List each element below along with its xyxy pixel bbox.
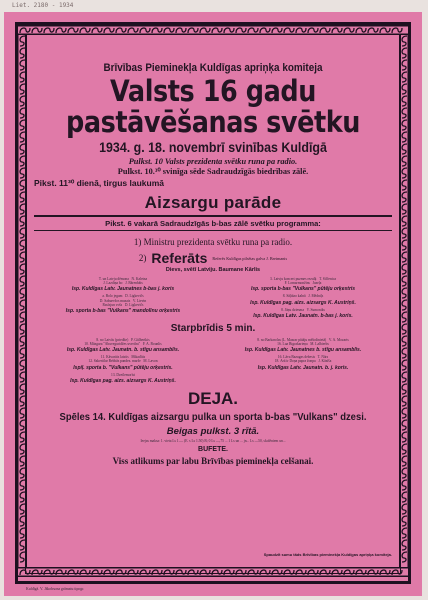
ornament-border-bottom [18, 567, 408, 577]
program-part-1 [30, 277, 396, 319]
border-scroll-mark [402, 396, 407, 406]
border-scroll-mark [402, 444, 407, 454]
border-scroll-mark [164, 570, 174, 575]
border-scroll-mark [200, 570, 210, 575]
border-scroll-mark [356, 570, 366, 575]
program-entry: D. Sabuevšos mazais V. Lievin [99, 298, 147, 303]
program-entry: J. Lazdiņa bo J. Bārenbāts [103, 281, 143, 286]
printer-imprint: Kuldīgā. V. Jākobsona grāmatu tipogr. [26, 587, 85, 591]
border-scroll-mark [402, 504, 407, 514]
lecture-speaker [212, 256, 287, 261]
border-scroll-mark [44, 28, 54, 33]
border-scroll-mark [402, 216, 407, 226]
scan-note: Liet. 2180 - 1934 [12, 2, 74, 9]
border-scroll-mark [308, 570, 318, 575]
committee-heading: Brīvības Pieminekļa Kuldīgas apriņķa komiteja [103, 62, 323, 74]
program-column-right-2 [214, 338, 392, 384]
border-scroll-mark [20, 72, 25, 82]
border-scroll-mark [356, 28, 366, 33]
border-scroll-mark [20, 264, 25, 274]
border-scroll-mark [56, 570, 66, 575]
border-scroll-mark [140, 570, 150, 575]
border-scroll-mark [92, 570, 102, 575]
border-scroll-mark [392, 28, 402, 33]
border-scroll-mark [32, 570, 42, 575]
program-entry: F. Lomarmonžins Jazeļa [284, 281, 322, 286]
border-scroll-mark [402, 456, 407, 466]
border-scroll-mark [224, 28, 234, 33]
border-scroll-mark [402, 288, 407, 298]
program-entry: 13. Dzeilemorīst [111, 372, 135, 377]
border-scroll-mark [402, 468, 407, 478]
border-scroll-mark [20, 312, 25, 322]
dance-heading: DEJA. [187, 388, 239, 408]
program-entry: 18. Ārā ir Doņa papra žonpa J. Kāzīša [274, 359, 332, 364]
border-scroll-mark [212, 570, 222, 575]
performer-line: Isp. sporta b-bas "Vulkans" mandolīnu orķestris [65, 308, 181, 315]
border-scroll-mark [104, 28, 114, 33]
hymn-line: Dievs, svētī Latviju. Baumane Kārlis [165, 267, 261, 273]
program-entry: Rasīsjun vošs D. Ligkevičs [102, 302, 144, 307]
border-scroll-mark [128, 28, 138, 33]
border-scroll-mark [20, 180, 25, 190]
border-scroll-mark [20, 144, 25, 154]
border-scroll-mark [402, 240, 407, 250]
border-scroll-mark [260, 570, 270, 575]
border-scroll-mark [236, 570, 246, 575]
ornament-border-top [18, 25, 408, 35]
border-scroll-mark [392, 570, 402, 575]
poster-sheet [4, 2, 422, 596]
border-scroll-mark [20, 204, 25, 214]
market-line: Pikst. 11³⁰ dienā, tirgus laukumā [34, 178, 165, 188]
border-scroll-mark [20, 84, 25, 94]
border-scroll-mark [20, 156, 25, 166]
border-scroll-mark [212, 28, 222, 33]
program-entry: 11. Kāvaritis laistis Mikadītis [100, 355, 146, 360]
ticket-prices: Ieejas maksa: 1. vieta Ls 1.— (E. s Ls 1.50) B; 0 Ls —,75 ... 1 Ls un ... jn... Ls —50, skolēniem un... [140, 438, 286, 443]
border-scroll-mark [402, 312, 407, 322]
border-scroll-mark [20, 252, 25, 262]
border-scroll-mark [20, 528, 25, 538]
border-scroll-mark [402, 540, 407, 550]
performer-line: Isp. Kuldīgas Latv. Jaunatn. b. j. koris. [257, 364, 349, 371]
match-line: Spēles 14. Kuldīgas aizsargu pulka un sporta b-bas "Vulkans" dzesi. [59, 410, 367, 423]
border-scroll-mark [402, 360, 407, 370]
border-scroll-mark [20, 276, 25, 286]
border-scroll-mark [20, 216, 25, 226]
border-scroll-mark [284, 28, 294, 33]
border-scroll-mark [116, 28, 126, 33]
border-scroll-mark [152, 570, 162, 575]
border-scroll-mark [68, 28, 78, 33]
border-scroll-mark [402, 276, 407, 286]
interval-heading: Starpbrīdis 5 min. [170, 322, 256, 334]
border-scroll-mark [20, 480, 25, 490]
ornament-border-left [17, 34, 27, 568]
border-scroll-mark [402, 252, 407, 262]
border-scroll-mark [402, 72, 407, 82]
border-scroll-mark [20, 336, 25, 346]
border-scroll-mark [152, 28, 162, 33]
border-scroll-mark [402, 108, 407, 118]
item-2-number: 2) [138, 253, 147, 263]
ornament-border-right [399, 34, 409, 568]
border-scroll-mark [20, 96, 25, 106]
border-scroll-mark [20, 432, 25, 442]
performer-line: Isp. Kuldīgas Latv. Jaunatn. b. stīgu ansamblis. [66, 347, 180, 354]
border-scroll-mark [92, 28, 102, 33]
border-scroll-mark [20, 288, 25, 298]
program-entry: 3. Latvju koncert puzmes rezulķ T. Šilčenica [270, 277, 336, 281]
title-line-1: Valsts 16 gadu [110, 76, 316, 107]
border-scroll-mark [20, 552, 25, 562]
evening-program-line: Pikst. 6 vakarā Sadraudzīgās b-bas zālē svētku programma: [105, 218, 321, 228]
border-scroll-mark [20, 444, 25, 454]
border-scroll-mark [296, 570, 306, 575]
end-time-line: Beigas pulkst. 3 rītā. [166, 425, 260, 437]
border-scroll-mark [344, 28, 354, 33]
border-scroll-mark [20, 108, 25, 118]
border-scroll-mark [20, 36, 25, 46]
border-scroll-mark [20, 240, 25, 250]
border-scroll-mark [20, 408, 25, 418]
program-entry: 8. no Barkarolas (L. Mazrar pūtāju mēlodinietā) V. A. Mozarts [257, 337, 349, 342]
border-scroll-mark [20, 384, 25, 394]
performer-line: Isp. Kuldīgas Latv. Jaunatn. b-bas j. koris. [253, 312, 353, 319]
border-scroll-mark [44, 570, 54, 575]
program-item-2 [30, 250, 396, 266]
program-part-2 [30, 338, 396, 384]
proceeds-line: Viss atlikums par labu Brīvības pieminekļa celšanai. [112, 456, 314, 467]
performer-line: Ispiļ. sporta b. "Vulkans" pūtēju orķestris. [73, 364, 173, 371]
border-scroll-mark [200, 28, 210, 33]
divider-rule [34, 215, 392, 217]
border-scroll-mark [402, 264, 407, 274]
border-scroll-mark [20, 420, 25, 430]
program-entry: a. Bolo jegam D. Ligkevičs [102, 294, 144, 299]
program-entry: 8. Jāņu dziesma V. Sumoniks [281, 307, 325, 312]
border-scroll-mark [128, 570, 138, 575]
border-scroll-mark [402, 36, 407, 46]
border-scroll-mark [380, 28, 390, 33]
border-scroll-mark [402, 156, 407, 166]
border-scroll-mark [402, 48, 407, 58]
performer-line: Isp. Kuldīgas Latv. Jaunatnes b-bas j. koris [71, 286, 175, 293]
program-entry: 10. Mūzgara "Abuveguridžes uvertīra" F. A. Bounlis [84, 342, 162, 347]
border-scroll-mark [296, 28, 306, 33]
radio-speech-line: Pulkst. 10 Valsts prezidenta svētku runa pa radio. [128, 157, 298, 166]
border-scroll-mark [20, 348, 25, 358]
border-scroll-mark [20, 456, 25, 466]
parade-heading: Aizsargu parāde [144, 193, 282, 212]
border-scroll-mark [284, 570, 294, 575]
border-scroll-mark [402, 144, 407, 154]
lecture-speaker-line-1: Referēs Kuldīgas pilsētas galva J. Breimanis [212, 255, 288, 261]
border-scroll-mark [32, 28, 42, 33]
border-scroll-mark [368, 28, 378, 33]
border-scroll-mark [402, 420, 407, 430]
border-scroll-mark [20, 48, 25, 58]
border-scroll-mark [236, 28, 246, 33]
border-scroll-mark [20, 192, 25, 202]
border-scroll-mark [402, 180, 407, 190]
border-scroll-mark [20, 324, 25, 334]
border-scroll-mark [402, 120, 407, 130]
border-scroll-mark [80, 28, 90, 33]
border-scroll-mark [20, 504, 25, 514]
border-scroll-mark [20, 228, 25, 238]
border-scroll-mark [80, 570, 90, 575]
border-scroll-mark [68, 570, 78, 575]
border-scroll-mark [272, 28, 282, 33]
border-scroll-mark [402, 480, 407, 490]
performer-line: Isp. Kuldīgas Latv. Jaunatnes b. stīgu ansamblis. [244, 347, 362, 354]
border-scroll-mark [116, 570, 126, 575]
border-scroll-mark [402, 84, 407, 94]
border-scroll-mark [20, 360, 25, 370]
border-scroll-mark [332, 28, 342, 33]
program-column-left-2 [34, 338, 212, 384]
border-scroll-mark [20, 540, 25, 550]
footer-note: Spaudzīt sumu tāds Brīvības pieminekļa Kuldīgas apriņķa komiteja. [263, 552, 392, 557]
border-scroll-mark [308, 28, 318, 33]
program-entry: 12. Šakertilar Bebbās pandez. marše M. Lavon [88, 359, 158, 364]
border-scroll-mark [344, 570, 354, 575]
border-scroll-mark [402, 60, 407, 70]
border-scroll-mark [20, 372, 25, 382]
border-scroll-mark [248, 28, 258, 33]
border-scroll-mark [402, 384, 407, 394]
border-scroll-mark [402, 432, 407, 442]
border-scroll-mark [20, 168, 25, 178]
border-scroll-mark [402, 132, 407, 142]
program-column-right [214, 277, 392, 319]
border-scroll-mark [20, 396, 25, 406]
border-scroll-mark [188, 570, 198, 575]
border-scroll-mark [20, 570, 30, 575]
border-scroll-mark [402, 408, 407, 418]
border-scroll-mark [402, 552, 407, 562]
program-entry: 8. no Latvās (priedīte) P. Gūlbertkis [96, 337, 150, 342]
border-scroll-mark [20, 120, 25, 130]
divider-rule-2 [34, 230, 392, 232]
program-entry: 16. Lua Bigrakarieņa M. Lalbierbs [277, 342, 329, 347]
title-line-2: pastāvēšanas svētku [65, 107, 361, 138]
performer-line: Isp. Kuldīgas pag. aizs. aizsargs K. Austriņš. [70, 377, 176, 384]
border-scroll-mark [20, 28, 30, 33]
date-line: 1934. g. 18. novembrī svinības Kuldīgā [99, 140, 327, 155]
program-column-left [34, 277, 212, 319]
border-scroll-mark [140, 28, 150, 33]
border-scroll-mark [20, 60, 25, 70]
border-scroll-mark [320, 570, 330, 575]
border-scroll-mark [402, 336, 407, 346]
buffet-line: BUFETE. [198, 446, 228, 454]
border-scroll-mark [260, 28, 270, 33]
program-entry: 8. Sāļtāzo kalnā J. Mēdniļs [282, 294, 324, 299]
border-scroll-mark [20, 300, 25, 310]
border-scroll-mark [402, 324, 407, 334]
border-scroll-mark [188, 28, 198, 33]
performer-line: Isp. Kuldīgas pag. aizs. aizsargs K. Austriņš. [250, 299, 356, 306]
performer-line: Isp. sporta b-bas "Vulkans" pūtēju orķestris [250, 286, 356, 293]
program-item-1: 1) Ministru prezidenta svētku runa pa radio. [133, 237, 293, 247]
border-scroll-mark [402, 372, 407, 382]
border-scroll-mark [402, 192, 407, 202]
border-scroll-mark [402, 300, 407, 310]
border-scroll-mark [20, 132, 25, 142]
border-scroll-mark [224, 570, 234, 575]
border-scroll-mark [402, 228, 407, 238]
border-scroll-mark [402, 96, 407, 106]
border-scroll-mark [368, 570, 378, 575]
border-scroll-mark [402, 204, 407, 214]
border-scroll-mark [380, 570, 390, 575]
border-scroll-mark [402, 168, 407, 178]
border-scroll-mark [248, 570, 258, 575]
border-scroll-mark [56, 28, 66, 33]
border-scroll-mark [164, 28, 174, 33]
poster-content [30, 58, 396, 466]
border-scroll-mark [104, 570, 114, 575]
border-scroll-mark [176, 28, 186, 33]
lecture-title: Referāts [151, 250, 208, 266]
session-line: Pulkst. 10.³⁰ svinīga sēde Sadraudzīgās biedrības zālē. [117, 167, 309, 176]
border-scroll-mark [332, 570, 342, 575]
border-scroll-mark [20, 492, 25, 502]
program-entry: 16. Lāva Bazugas debesis T. Nārs [277, 355, 329, 360]
border-scroll-mark [20, 468, 25, 478]
border-scroll-mark [320, 28, 330, 33]
border-scroll-mark [402, 516, 407, 526]
border-scroll-mark [402, 348, 407, 358]
program-entry: T. un Latvju dēmona N. Kaletna [98, 277, 148, 281]
border-scroll-mark [272, 570, 282, 575]
border-scroll-mark [176, 570, 186, 575]
border-scroll-mark [402, 492, 407, 502]
border-scroll-mark [402, 528, 407, 538]
border-scroll-mark [20, 516, 25, 526]
